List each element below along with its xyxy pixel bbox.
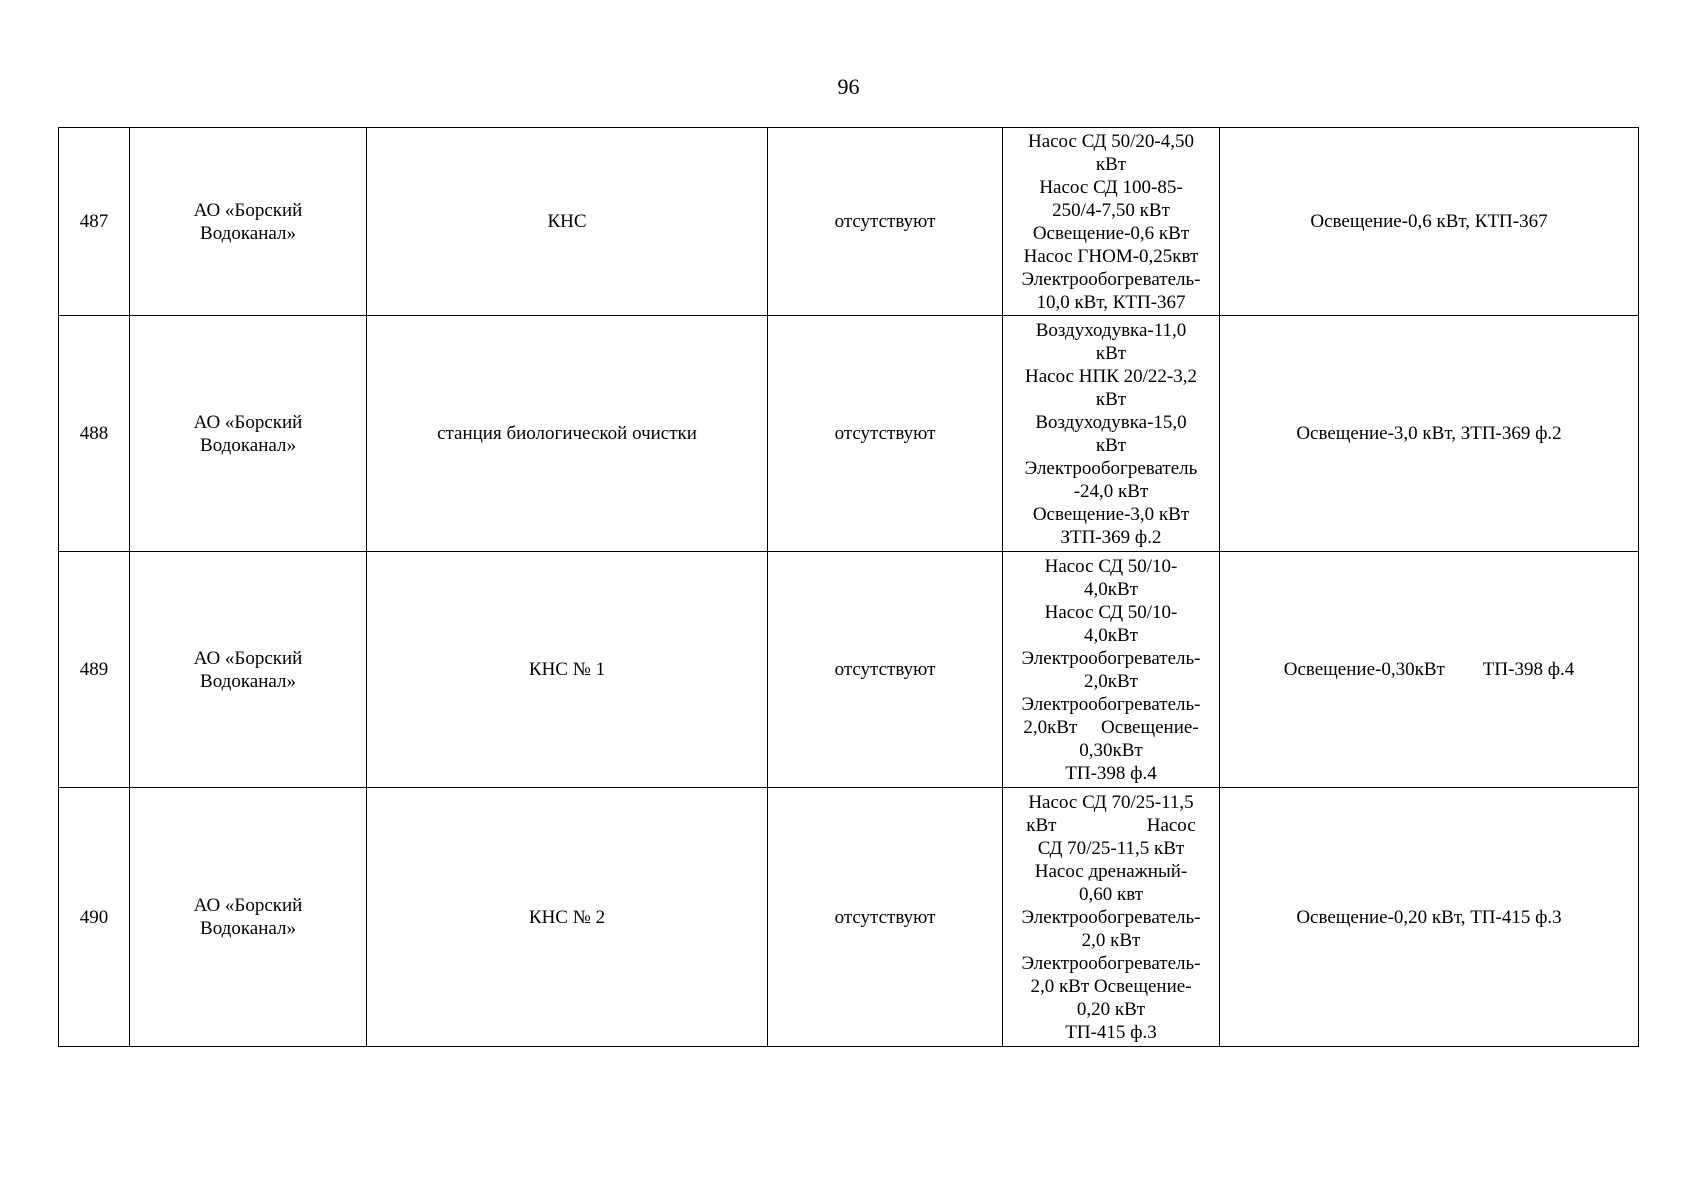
- object-cell: КНС № 1: [367, 552, 768, 788]
- equipment-line: Воздуходувка-15,0: [1035, 411, 1187, 433]
- equipment-line: Насос СД 50/10-: [1044, 555, 1178, 577]
- equipment-line: Электрообогреватель-: [1021, 647, 1201, 669]
- equipment-line: 10,0 кВт, КТП-367: [1036, 291, 1186, 313]
- equipment-line: Насос СД 50/20-4,50: [1027, 130, 1195, 152]
- row-number-cell: 490: [59, 788, 130, 1047]
- row-number-cell: 489: [59, 552, 130, 788]
- organization-cell: [130, 552, 367, 788]
- organization-line: АО «Борский: [193, 895, 303, 916]
- equipment-line: Электрообогреватель-: [1021, 952, 1201, 974]
- equipment-line: 0,60 квт: [1078, 883, 1144, 905]
- equipment-line: 250/4-7,50 кВт: [1052, 199, 1170, 221]
- equipment-line: 2,0 кВт: [1081, 929, 1141, 951]
- equipment-line: 2,0кВт: [1084, 670, 1138, 692]
- power-supply-text: Освещение-0,20 кВт, ТП-415 ф.3: [1296, 906, 1562, 928]
- equipment-line: кВт Насос: [1026, 814, 1196, 836]
- equipment-line: кВт: [1095, 153, 1127, 175]
- page-number: 96: [837, 74, 860, 99]
- equipment-line: Воздуходувка-11,0: [1035, 319, 1187, 341]
- equipment-line: Насос ГНОМ-0,25квт: [1023, 245, 1199, 267]
- organization-line: Водоканал»: [200, 918, 296, 939]
- power-supply-text: Освещение-3,0 кВт, ЗТП-369 ф.2: [1296, 423, 1562, 444]
- equipment-line: Насос СД 100-85-: [1039, 176, 1183, 198]
- object-cell: станция биологической очистки: [367, 316, 768, 552]
- equipment-line: Электрообогреватель: [1024, 457, 1198, 479]
- equipment-line: 4,0кВт: [1084, 578, 1138, 600]
- equipment-cell: [1003, 788, 1220, 1047]
- power-supply-cell: [1220, 128, 1639, 316]
- row-number-cell: 487: [59, 128, 130, 316]
- table-row: [59, 316, 1639, 552]
- equipment-table: [58, 127, 1639, 1047]
- equipment-line: 4,0кВт: [1084, 624, 1138, 646]
- organization-line: Водоканал»: [200, 434, 296, 456]
- equipment-line: 2,0 кВт Освещение-: [1030, 975, 1192, 997]
- equipment-line: 0,20 кВт: [1076, 998, 1146, 1020]
- table-row: [59, 788, 1639, 1047]
- status-cell: отсутствуют: [768, 316, 1003, 552]
- equipment-line: Освещение-0,6 кВт: [1032, 222, 1190, 244]
- equipment-line: 0,30кВт: [1079, 739, 1143, 761]
- power-supply-text: Освещение-0,30кВт ТП-398 ф.4: [1283, 659, 1575, 680]
- object-cell: КНС: [367, 128, 768, 316]
- equipment-line: ЗТП-369 ф.2: [1060, 526, 1162, 548]
- equipment-line: кВт: [1095, 434, 1127, 456]
- equipment-line: Электрообогреватель-: [1021, 693, 1201, 715]
- equipment-line: ТП-398 ф.4: [1065, 762, 1157, 784]
- equipment-line: ТП-415 ф.3: [1065, 1021, 1157, 1043]
- organization-line: АО «Борский: [193, 411, 303, 433]
- equipment-line: Насос СД 50/10-: [1044, 601, 1178, 623]
- organization-cell: [130, 788, 367, 1047]
- equipment-line: Электрообогреватель-: [1021, 906, 1201, 928]
- status-cell: отсутствуют: [768, 788, 1003, 1047]
- organization-line: Водоканал»: [200, 670, 296, 692]
- equipment-line: Освещение-3,0 кВт: [1032, 503, 1190, 525]
- equipment-line: СД 70/25-11,5 кВт: [1037, 837, 1185, 859]
- equipment-line: Насос НПК 20/22-3,2: [1025, 365, 1197, 387]
- status-cell: отсутствуют: [768, 128, 1003, 316]
- power-supply-cell: [1220, 552, 1639, 788]
- organization-line: АО «Борский: [193, 647, 303, 669]
- equipment-line: Насос дренажный-: [1034, 860, 1188, 882]
- organization-line: Водоканал»: [200, 222, 296, 244]
- object-cell: КНС № 2: [367, 788, 768, 1047]
- organization-cell: [130, 316, 367, 552]
- equipment-cell: [1003, 128, 1220, 316]
- equipment-line: кВт: [1095, 388, 1127, 410]
- equipment-line: Насос СД 70/25-11,5: [1028, 791, 1194, 813]
- power-supply-text: Освещение-0,6 кВт, КТП-367: [1310, 211, 1548, 232]
- status-cell: отсутствуют: [768, 552, 1003, 788]
- table-row: [59, 552, 1639, 788]
- equipment-cell: [1003, 316, 1220, 552]
- equipment-line: кВт: [1095, 342, 1127, 364]
- table-row: [59, 128, 1639, 316]
- organization-line: АО «Борский: [193, 199, 303, 221]
- equipment-line: Электрообогреватель-: [1021, 268, 1201, 290]
- equipment-cell: [1003, 552, 1220, 788]
- row-number-cell: 488: [59, 316, 130, 552]
- equipment-line: 2,0кВт Освещение-: [1023, 716, 1199, 738]
- equipment-line: -24,0 кВт: [1073, 480, 1149, 502]
- power-supply-cell: [1220, 316, 1639, 552]
- organization-cell: [130, 128, 367, 316]
- power-supply-cell: [1220, 788, 1639, 1047]
